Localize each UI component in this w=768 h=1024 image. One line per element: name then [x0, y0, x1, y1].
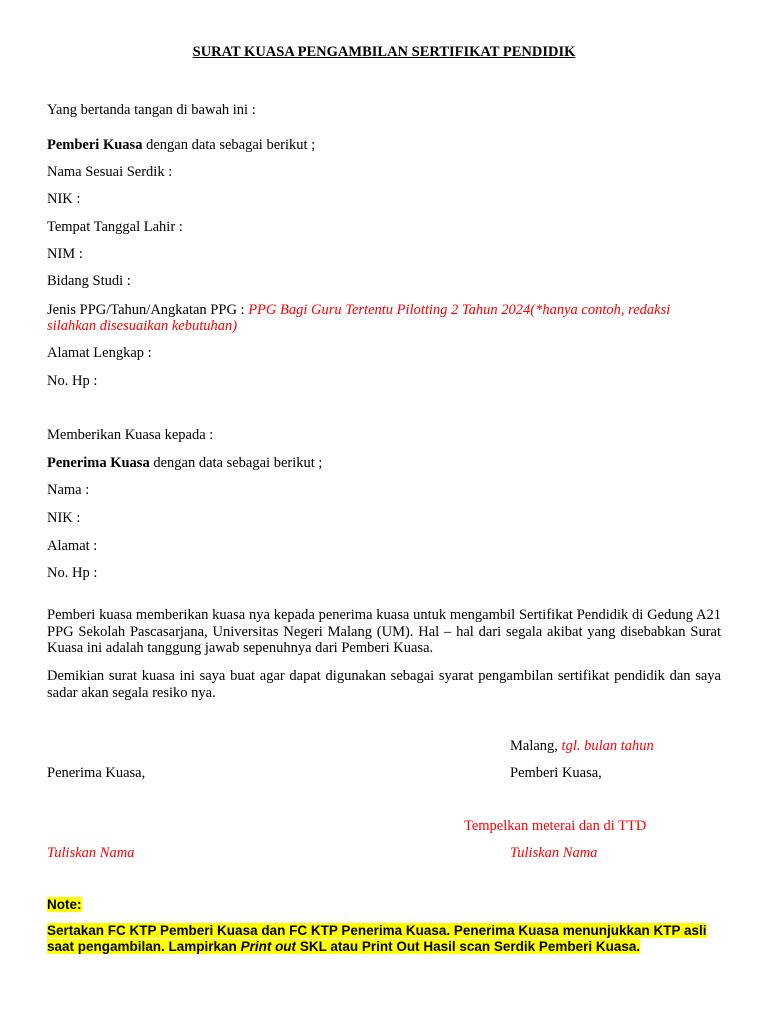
penerima-nik: NIK :	[47, 510, 81, 526]
penerima-heading-rest: dengan data sebagai berikut ;	[149, 455, 323, 471]
jenis-label: Jenis PPG/Tahun/Angkatan PPG :	[47, 302, 249, 318]
intro-text: Yang bertanda tangan di bawah ini :	[47, 102, 256, 118]
meterai-note: Tempelkan meterai dan di TTD	[464, 818, 647, 834]
pemberi-name-placeholder: Tuliskan Nama	[510, 845, 598, 861]
pemberi-hp: No. Hp :	[47, 373, 98, 389]
jenis-value: PPG Bagi Guru Tertentu Pilotting 2 Tahun 2024(*hanya contoh, redaksi silahkan disesuaikan kebutuhan)	[47, 302, 671, 334]
penerima-heading-bold: Penerima Kuasa	[47, 455, 150, 471]
pemberi-bidang: Bidang Studi :	[47, 273, 131, 289]
paragraph-kuasa: Pemberi kuasa memberikan kuasa nya kepada penerima kuasa untuk mengambil Sertifikat Pendidik di Gedung A21 PPG Sekolah Pascasarjana, Universitas Negeri Malang (UM). Hal – hal dari segala akibat yang disebabkan Surat Kuasa ini adalah tanggung jawab sepenuhnya dari Pemberi Kuasa.	[47, 607, 721, 656]
pemberi-nama: Nama Sesuai Serdik :	[47, 164, 173, 180]
penerima-hp: No. Hp :	[47, 565, 98, 581]
pemberi-alamat: Alamat Lengkap :	[47, 345, 152, 361]
pemberi-heading	[47, 137, 315, 153]
pemberi-jenis	[47, 302, 721, 334]
penerima-kuasa-label: Penerima Kuasa,	[47, 765, 146, 781]
paragraph-demikian: Demikian surat kuasa ini saya buat agar dapat digunakan sebagai syarat pengambilan sertifikat pendidik dan saya sadar akan segala resiko nya.	[47, 668, 721, 701]
pemberi-nim: NIM :	[47, 246, 83, 262]
penerima-alamat: Alamat :	[47, 538, 98, 554]
place-text: Malang,	[510, 738, 562, 754]
pemberi-heading-bold: Pemberi Kuasa	[47, 137, 143, 153]
penerima-nama: Nama :	[47, 482, 90, 498]
penerima-name-placeholder: Tuliskan Nama	[47, 845, 135, 861]
note-label: Note:	[47, 897, 82, 912]
date-placeholder: tgl. bulan tahun	[561, 738, 654, 754]
note-part3: SKL atau Print Out Hasil scan Serdik Pemberi Kuasa.	[296, 939, 641, 954]
note-part2: Print out	[240, 939, 297, 954]
pemberi-heading-rest: dengan data sebagai berikut ;	[142, 137, 316, 153]
document-title: SURAT KUASA PENGAMBILAN SERTIFIKAT PENDIDIK	[192, 44, 576, 60]
note-label-line	[47, 897, 721, 913]
place-date	[510, 738, 654, 754]
pemberi-ttl: Tempat Tanggal Lahir :	[47, 219, 183, 235]
note-part1: Sertakan FC KTP Pemberi Kuasa dan FC KTP Penerima Kuasa. Penerima Kuasa menunjukkan KTP asli saat pengambilan. Lampirkan	[47, 923, 707, 954]
memberikan-text: Memberikan Kuasa kepada :	[47, 427, 214, 443]
pemberi-nik: NIK :	[47, 191, 81, 207]
penerima-heading	[47, 455, 322, 471]
pemberi-kuasa-label: Pemberi Kuasa,	[510, 765, 602, 781]
note-body	[47, 923, 721, 955]
